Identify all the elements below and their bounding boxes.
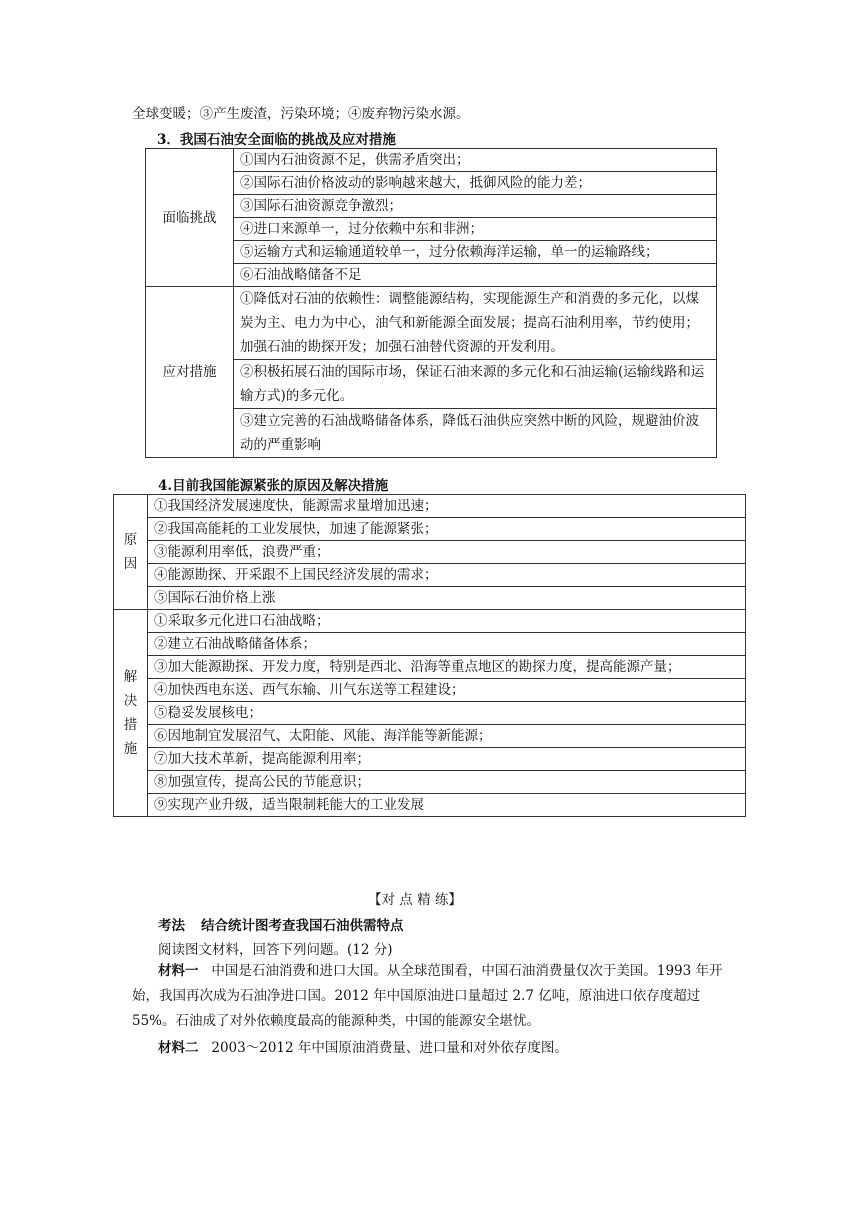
list-item: ①我国经济发展速度快，能源需求量增加迅速； <box>148 495 746 518</box>
list-item: ⑥因地制宜发展沼气、太阳能、风能、海洋能等新能源； <box>148 725 746 748</box>
list-item: ④能源勘探、开采跟不上国民经济发展的需求； <box>148 564 746 587</box>
table-row <box>146 287 717 360</box>
list-item: ④加快西电东送、西气东输、川气东送等工程建设； <box>148 679 746 702</box>
table-row <box>114 679 746 702</box>
list-item: ③能源利用率低，浪费严重； <box>148 541 746 564</box>
material2-text: 2003～2012 年中国原油消费量、进口量和对外依存度图。 <box>211 1040 568 1056</box>
category-cell: 面临挑战 <box>146 149 234 287</box>
section3-table <box>145 148 717 458</box>
table-row <box>114 518 746 541</box>
list-item: ①采取多元化进口石油战略； <box>148 610 746 633</box>
table-row <box>146 149 717 172</box>
table-row <box>114 495 746 518</box>
list-item: ③国际石油资源竞争激烈； <box>234 195 717 218</box>
intro-line: 全球变暖；③产生废渣，污染环境；④废弃物污染水源。 <box>132 106 470 122</box>
list-item: ①国内石油资源不足，供需矛盾突出； <box>234 149 717 172</box>
method-line <box>158 914 404 934</box>
list-item: ⑧加强宣传，提高公民的节能意识； <box>148 771 746 794</box>
method-label: 考法 <box>158 918 185 934</box>
list-item: ⑨实现产业升级，适当限制耗能大的工业发展 <box>148 794 746 817</box>
section3-title: 3．我国石油安全面临的挑战及应对措施 <box>157 132 396 148</box>
list-item: ②积极拓展石油的国际市场，保证石油来源的多元化和石油运输(运输线路和运输方式)的多元化。 <box>234 360 717 409</box>
table-row <box>114 748 746 771</box>
list-item: ②国际石油价格波动的影响越来越大，抵御风险的能力差； <box>234 172 717 195</box>
material1-label: 材料一 <box>158 963 199 979</box>
list-item: ⑦加大技术革新，提高能源利用率； <box>148 748 746 771</box>
table-row <box>114 610 746 633</box>
list-item: ②建立石油战略储备体系； <box>148 633 746 656</box>
list-item: ⑤国际石油价格上涨 <box>148 587 746 610</box>
table-row <box>114 702 746 725</box>
table-row <box>114 587 746 610</box>
list-item: ①降低对石油的依赖性：调整能源结构，实现能源生产和消费的多元化，以煤炭为主、电力为中心，油气和新能源全面发展；提高石油利用率，节约使用；加强石油的勘探开发；加强石油替代资源的开发利用。 <box>234 287 717 360</box>
list-item: ②我国高能耗的工业发展快，加速了能源紧张； <box>148 518 746 541</box>
material1-text: 中国是石油消费和进口大国。从全球范围看，中国石油消费量仅次于美国。1993 年开始，我国再次成为石油净进口国。2012 年中国原油进口量超过 2.7 亿吨，原油进口依存度超过 55%。石油成了对外依赖度最高的能源种类，中国的能源安全堪忧。 <box>132 963 723 1029</box>
category-cell: 原 因 <box>114 495 148 610</box>
table-row <box>114 564 746 587</box>
list-item: ③加大能源勘探、开发力度，特别是西北、沿海等重点地区的勘探力度，提高能源产量； <box>148 656 746 679</box>
table-row <box>114 656 746 679</box>
material2-label: 材料二 <box>158 1040 199 1056</box>
table-row <box>114 771 746 794</box>
table-row <box>114 633 746 656</box>
method-text: 结合统计图考查我国石油供需特点 <box>201 918 404 934</box>
table-row <box>114 541 746 564</box>
table-row <box>114 725 746 748</box>
section4-title: 4.目前我国能源紧张的原因及解决措施 <box>158 478 389 494</box>
list-item: ⑤稳妥发展核电； <box>148 702 746 725</box>
section4-table <box>113 494 746 817</box>
list-item: ④进口来源单一，过分依赖中东和非洲； <box>234 218 717 241</box>
category-cell: 应对措施 <box>146 287 234 458</box>
material2-paragraph <box>158 1036 568 1056</box>
list-item: ⑥石油战略储备不足 <box>234 264 717 287</box>
list-item: ③建立完善的石油战略储备体系，降低石油供应突然中断的风险，规避油价波动的严重影响 <box>234 409 717 458</box>
table-row <box>114 794 746 817</box>
category-cell: 解 决 措 施 <box>114 610 148 817</box>
list-item: ⑤运输方式和运输通道较单一，过分依赖海洋运输，单一的运输路线； <box>234 241 717 264</box>
material1-paragraph <box>132 959 728 1034</box>
instruction: 阅读图文材料，回答下列问题。(12 分) <box>158 942 393 958</box>
practice-heading: 【对 点 精 练】 <box>368 892 462 908</box>
